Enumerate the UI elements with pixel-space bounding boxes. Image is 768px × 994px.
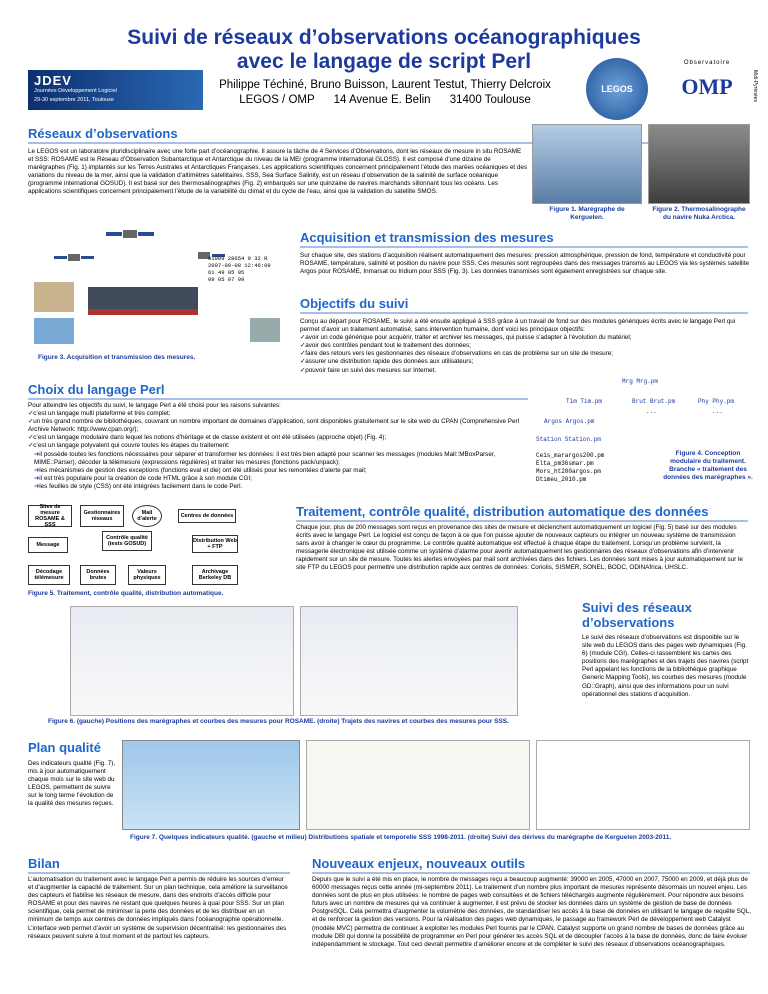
choix-sublist	[28, 451, 533, 491]
list-item: Ceis_marargos200.pm	[536, 452, 605, 459]
nouveaux-text: Depuis que le suivi a été mis en place, le nombre de messages reçu a beaucoup augmenté: 39000 en 2005, 47000 en 2007, 75000 en 2009, et déjà plus de 60000 messages reçus cette année (mi-septembre 2011). Le traitement d’un nombre plus important de mesures représente désormais un nouvel enjeu. Les données sont de plus en plus utilisées: le nombre de pages web consultées et de fichiers téléchargés augmente régulièrement. Pour répondre aux besoins futurs avec un nombre de mesures qui va continuer à augmenter, il est prévu de stocker les données dans un système de gestion de base de données PostgreSQL. Cela permettra d’augmenter la volumétrie des données, de standardiser les accès à la base de données en utilisant le langage de requête SQL, et de renforcer la gestion des versions. Pour la réalisation des pages web dynamiques, le passage au framework Perl de développement web Catalyst (modèle MVC) permettra de continuer à exploiter les modules Perl fournis par le CPAN. Catalyst supporte un grand nombre de bases de données grâce au module DBI qui donne la possibilité de programmer en Perl pour générer les accès SQL et de découpler l’accès à la base de données, donc de faire évoluer indépendamment le stockage. Tout ceci devrait permettre d’améliorer encore et de compléter le suivi des réseaux d’observations océanographiques.	[312, 876, 751, 948]
list-item: ✓ faire des retours vers les gestionnaires des réseaux d’observations en cas de problème sur un site de mesure;	[300, 350, 750, 358]
flow-valeurs: Valeurs physiques	[128, 565, 166, 585]
list-item: ✓ c’est un langage polyvalent qui couvre toutes les étapes du traitement:	[28, 442, 533, 450]
qualite-title: Plan qualité	[28, 740, 101, 755]
flow-distrib: Distribution Web + FTP	[192, 535, 238, 553]
list-item: ✓ un très grand nombre de bibliothèques, couvrant un nombre important de domaines d’application, sont disponibles gratuitement sur le site web du CPAN (Comprehensive Perl Archive Network: http://www.cpan.org/);	[28, 418, 533, 434]
objectifs-rule	[300, 312, 748, 314]
suivi-title: Suivi des réseaux d’observations	[582, 600, 692, 630]
flow-controle: Contrôle qualité (tests GOSUD)	[102, 531, 152, 551]
list-item: ➔ il possède toutes les fonctions nécessaires pour séparer et transformer les données: il est très bien adapté pour scanner les messages (modules Mail::MBoxParser, MIME::Parser), décoder la télémesure (expressions régulières) et traiter les mesures (fonctions pack/unpack);	[34, 451, 533, 467]
objectifs-list	[300, 334, 750, 374]
bilan-title: Bilan	[28, 856, 60, 871]
list-item: Elta_pm36smar.pm	[536, 460, 594, 467]
choix-rule	[28, 398, 528, 400]
fig6-screenshot-left	[70, 606, 294, 716]
flow-brutes: Données brutes	[80, 565, 116, 585]
list-item: Dtimeu_2010.pm	[536, 476, 587, 483]
fig2-caption: Figure 2. Thermosalinographe du navire Nuka Arctica.	[652, 206, 746, 221]
legos-logo: LEGOS	[586, 58, 648, 120]
list-item: ➔ les mécanismes de gestion des exceptions (fonctions eval et die) ont été utilisés pour les remontées d’alerte par mail;	[34, 467, 533, 475]
objectifs-intro: Conçu au départ pour ROSAME, le suivi a été ensuite appliqué à SSS grâce à un travail de fond sur des modules génériques écrits avec le langage Perl qui permet d’avoir un traitement automatisé, sans intervention humaine, dont voici les principaux objectifs:	[300, 318, 736, 334]
poster-title: Suivi de réseaux d’observations océanographiques avec le langage de script Perl	[127, 26, 641, 73]
flow-archivage: Archivage Berkeley DB	[192, 565, 238, 585]
module-station: Station Station.pm	[536, 436, 601, 443]
message-box: 01009 28654 9 32 R 2007-09-08 12:46:09 61 49 05 05 09 05 07 09	[208, 255, 271, 283]
jdev-logo: JDEV Journées Développement Logiciel 29-30 septembre 2011, Toulouse	[28, 70, 203, 110]
traitement-text: Chaque jour, plus de 200 messages sont reçus en provenance des sites de mesure et déclenchent automatiquement un logiciel (Fig. 5) basé sur des modules écrits avec le langage Perl. Le logiciel est conçu de façon à ce que l’on puisse ajouter de nouveaux capteurs ou intégrer un nouveau système de transmission sans avoir à changer le cœur du programme. Le contrôle qualité automatique est effectué à chaque étape du traitement. Lorsqu’un problème survient, la messagerie électronique est utilisée comme un système d’alarme pour avertir automatiquement les gestionnaires des réseaux d’observations afin d’intervenir rapidement sur un site de mesure. Toutes les alertes envoyées par mail sont archivées dans des fichiers. Les données sont mises à jour automatiquement sur le site FTP du LEGOS pour permettre une distribution rapide aux centres de données: Coriolis, SISMER, SONEL, BODC, ODINAfrica, UHSLC.	[296, 524, 743, 572]
acquisition-diagram	[28, 222, 293, 348]
fig6-screenshot-right	[300, 606, 518, 716]
fig1-caption: Figure 1. Marégraphe de Kerguelen.	[549, 206, 625, 221]
fig2-photo	[648, 124, 750, 204]
satellite-icon	[28, 222, 293, 348]
module-root: Mrg Mrg.pm	[622, 378, 659, 385]
fig7-drift-plot	[536, 740, 750, 830]
module-list	[536, 452, 604, 484]
traitement-title: Traitement, contrôle qualité, distribution automatique des données	[296, 504, 709, 519]
module-phy: Phy Phy.pm	[698, 398, 735, 405]
list-item: ➔ les feuilles de style (CSS) ont été intégrées facilement dans le code Perl.	[34, 483, 533, 491]
list-item: ✓ c’est un langage multi plateforme et très complet;	[28, 410, 533, 418]
list-item: ✓ avoir des contrôles pendant tout le traitement des données;	[300, 342, 750, 350]
acquisition-text: Sur chaque site, des stations d’acquisition réalisent automatiquement des mesures: pression atmosphérique, pression de fond, température et conductivité pour ROSAME, température, salinité et position du navire pour SSS. Ces mesures sont regroupées dans des messages transmis au LEGOS via les systèmes satellite Argos pour ROSAME, Inmarsat ou Iridium pour SSS (Fig. 3). Les données transmises sont également enregistrées sur chaque site.	[300, 252, 750, 276]
list-item: ✓ assurer une distribution rapide des données aux utilisateurs;	[300, 358, 750, 366]
fig3-caption: Figure 3. Acquisition et transmission des mesures.	[38, 354, 196, 361]
affiliation: LEGOS / OMP 14 Avenue E. Belin 31400 Toulouse	[239, 94, 531, 106]
fig6-caption: Figure 6. (gauche) Positions des marégraphes et courbes des mesures pour ROSAME. (droite) Trajets des navires et courbes des mesures pour SSS.	[48, 718, 509, 725]
nouveaux-title: Nouveaux enjeux, nouveaux outils	[312, 856, 526, 871]
choix-intro: Pour atteindre les objectifs du suivi, le langage Perl a été choisi pour les raisons suivantes:	[28, 402, 281, 409]
objectifs-block	[300, 318, 750, 375]
traitement-rule	[296, 520, 748, 522]
flow-mail: Mail d’alerte	[132, 505, 162, 527]
bilan-text: L’automatisation du traitement avec le langage Perl a permis de réduire les sources d’erreur et d’augmenter la capacité de traitement. Sur un plan technique, cela améliore la surveillance des capteurs et fiabilise les réseaux de mesure, dans des endroits d’accès difficile pour ROSAME et pour des navires ne restant que quelques heures à quai pour SSS. Sur un plan scientifique, cela permet de minimiser la perte des données et de les distribuer en un minimum de temps aux centres de données impliqués dans l’océanographie opérationnelle. L’interface web permet d’avoir un système de supervision décentralisé: les gestionnaires des réseaux peuvent suivre à tout moment et de partout les capteurs.	[28, 876, 288, 940]
flow-diagram	[28, 505, 278, 587]
bilan-rule	[28, 872, 290, 874]
acquisition-rule	[300, 246, 748, 248]
module-dots: ...	[646, 408, 657, 415]
flow-sites: Sites de mesure ROSAME & SSS	[28, 505, 72, 527]
list-item: ✓ c’est un langage modulaire dans lequel les notions d’héritage et de classe existent et ont été utilisées (approche objet) (Fig. 4);	[28, 434, 533, 442]
objectifs-title: Objectifs du suivi	[300, 296, 409, 311]
list-item: ➔ il est très populaire pour la création de code HTML grâce à son module CGI;	[34, 475, 533, 483]
flow-centres: Centres de données	[178, 509, 236, 523]
list-item: ✓ avoir un code générique pour acquérir, traiter et archiver les messages, qui puisse s’adapter à l’évolution du matériel;	[300, 334, 750, 342]
module-dots: ...	[712, 408, 723, 415]
module-brut: Brut Brut.pm	[632, 398, 676, 405]
reseaux-title: Réseaux d’observations	[28, 126, 178, 141]
fig4-caption: Figure 4. Conception modulaire du traitement. Branche « traitement des données des marégraphes ».	[663, 450, 753, 481]
module-argos: Argos Argos.pm	[544, 418, 595, 425]
flow-gest: Gestionnaires réseaux	[80, 505, 124, 527]
choix-block	[28, 402, 533, 491]
fig7-map	[122, 740, 300, 830]
authors: Philippe Téchiné, Bruno Buisson, Laurent Testut, Thierry Delcroix	[219, 79, 551, 91]
fig1-photo	[532, 124, 642, 204]
authors-block	[210, 78, 560, 108]
list-item: ✓ pouvoir faire un suivi des mesures sur Internet.	[300, 367, 750, 375]
reseaux-text: Le LEGOS est un laboratoire pluridisciplinaire avec une forte part d’océanographie. Il assure la tâche de 4 Services d’Observations, dont les réseaux de mesure in situ ROSAME et SSS: ROSAME est le Réseau d’Observation Subantarctique et Antarctique du niveau de la MEr (programme international GLOSS). Il est composé d’une dizaine de marégraphes (Fig. 1) implantés sur les Terres Australes et Antarctiques Françaises. Les applications scientifiques concernent principalement l’étude des marées océaniques et des variations du niveau de la mer, ainsi que la validation d’altimètres satellitaires. SSS, Sea Surface Salinity, est un réseau d’observation de la salinité de surface océanique (programme international GOSUD). Il est basé sur des thermosalinographes (Fig. 2) embarqués sur une quinzaine de navires marchands sillonnant tous les océans. Les applications scientifiques concernent principalement l’étude de la variabilité du climat et du cycle de l’eau, ainsi que la validation du satellite SMOS.	[28, 148, 527, 196]
flow-message: Message	[28, 537, 68, 553]
module-tim: Tim Tim.pm	[566, 398, 603, 405]
choix-list	[28, 410, 533, 450]
omp-logo: Observatoire OMP Midi-Pyrénées	[681, 60, 758, 102]
fig7-caption: Figure 7. Quelques indicateurs qualité. (gauche et milieu) Distributions spatiale et temporelle SSS 1998-2011. (droite) Suivi des dérives du marégraphe de Kerguelen 2003-2011.	[130, 834, 672, 841]
list-item: Mors_ht200argos.pm	[536, 468, 601, 475]
fig5-caption: Figure 5. Traitement, contrôle qualité, distribution automatique.	[28, 590, 224, 597]
nouveaux-rule	[312, 872, 750, 874]
qualite-text: Des indicateurs qualité (Fig. 7), mis à jour automatiquement chaque mois sur le site web du LEGOS, permettent de suivre sur le long terme l’évolution de la qualité des mesures reçues.	[28, 760, 116, 808]
module-tree	[536, 378, 756, 508]
suivi-text: Le suivi des réseaux d’observations est disponible sur le site web du LEGOS dans des pages web dynamiques (Fig. 6) (module CGI). Celles-ci rassemblent les cartes des positions des marégraphes et des trajets des navires (script Perl appelant les fonctions de la bibliothèque graphique Generic Mapping Tools), les courbes des mesures (module GD::Graph), ainsi que des informations pour un suivi opérationnel des stations d’acquisition.	[582, 634, 749, 698]
flow-decodage: Décodage télémesure	[28, 565, 70, 585]
fig7-timeline	[306, 740, 530, 830]
acquisition-title: Acquisition et transmission des mesures	[300, 230, 554, 245]
choix-title: Choix du langage Perl	[28, 382, 165, 397]
